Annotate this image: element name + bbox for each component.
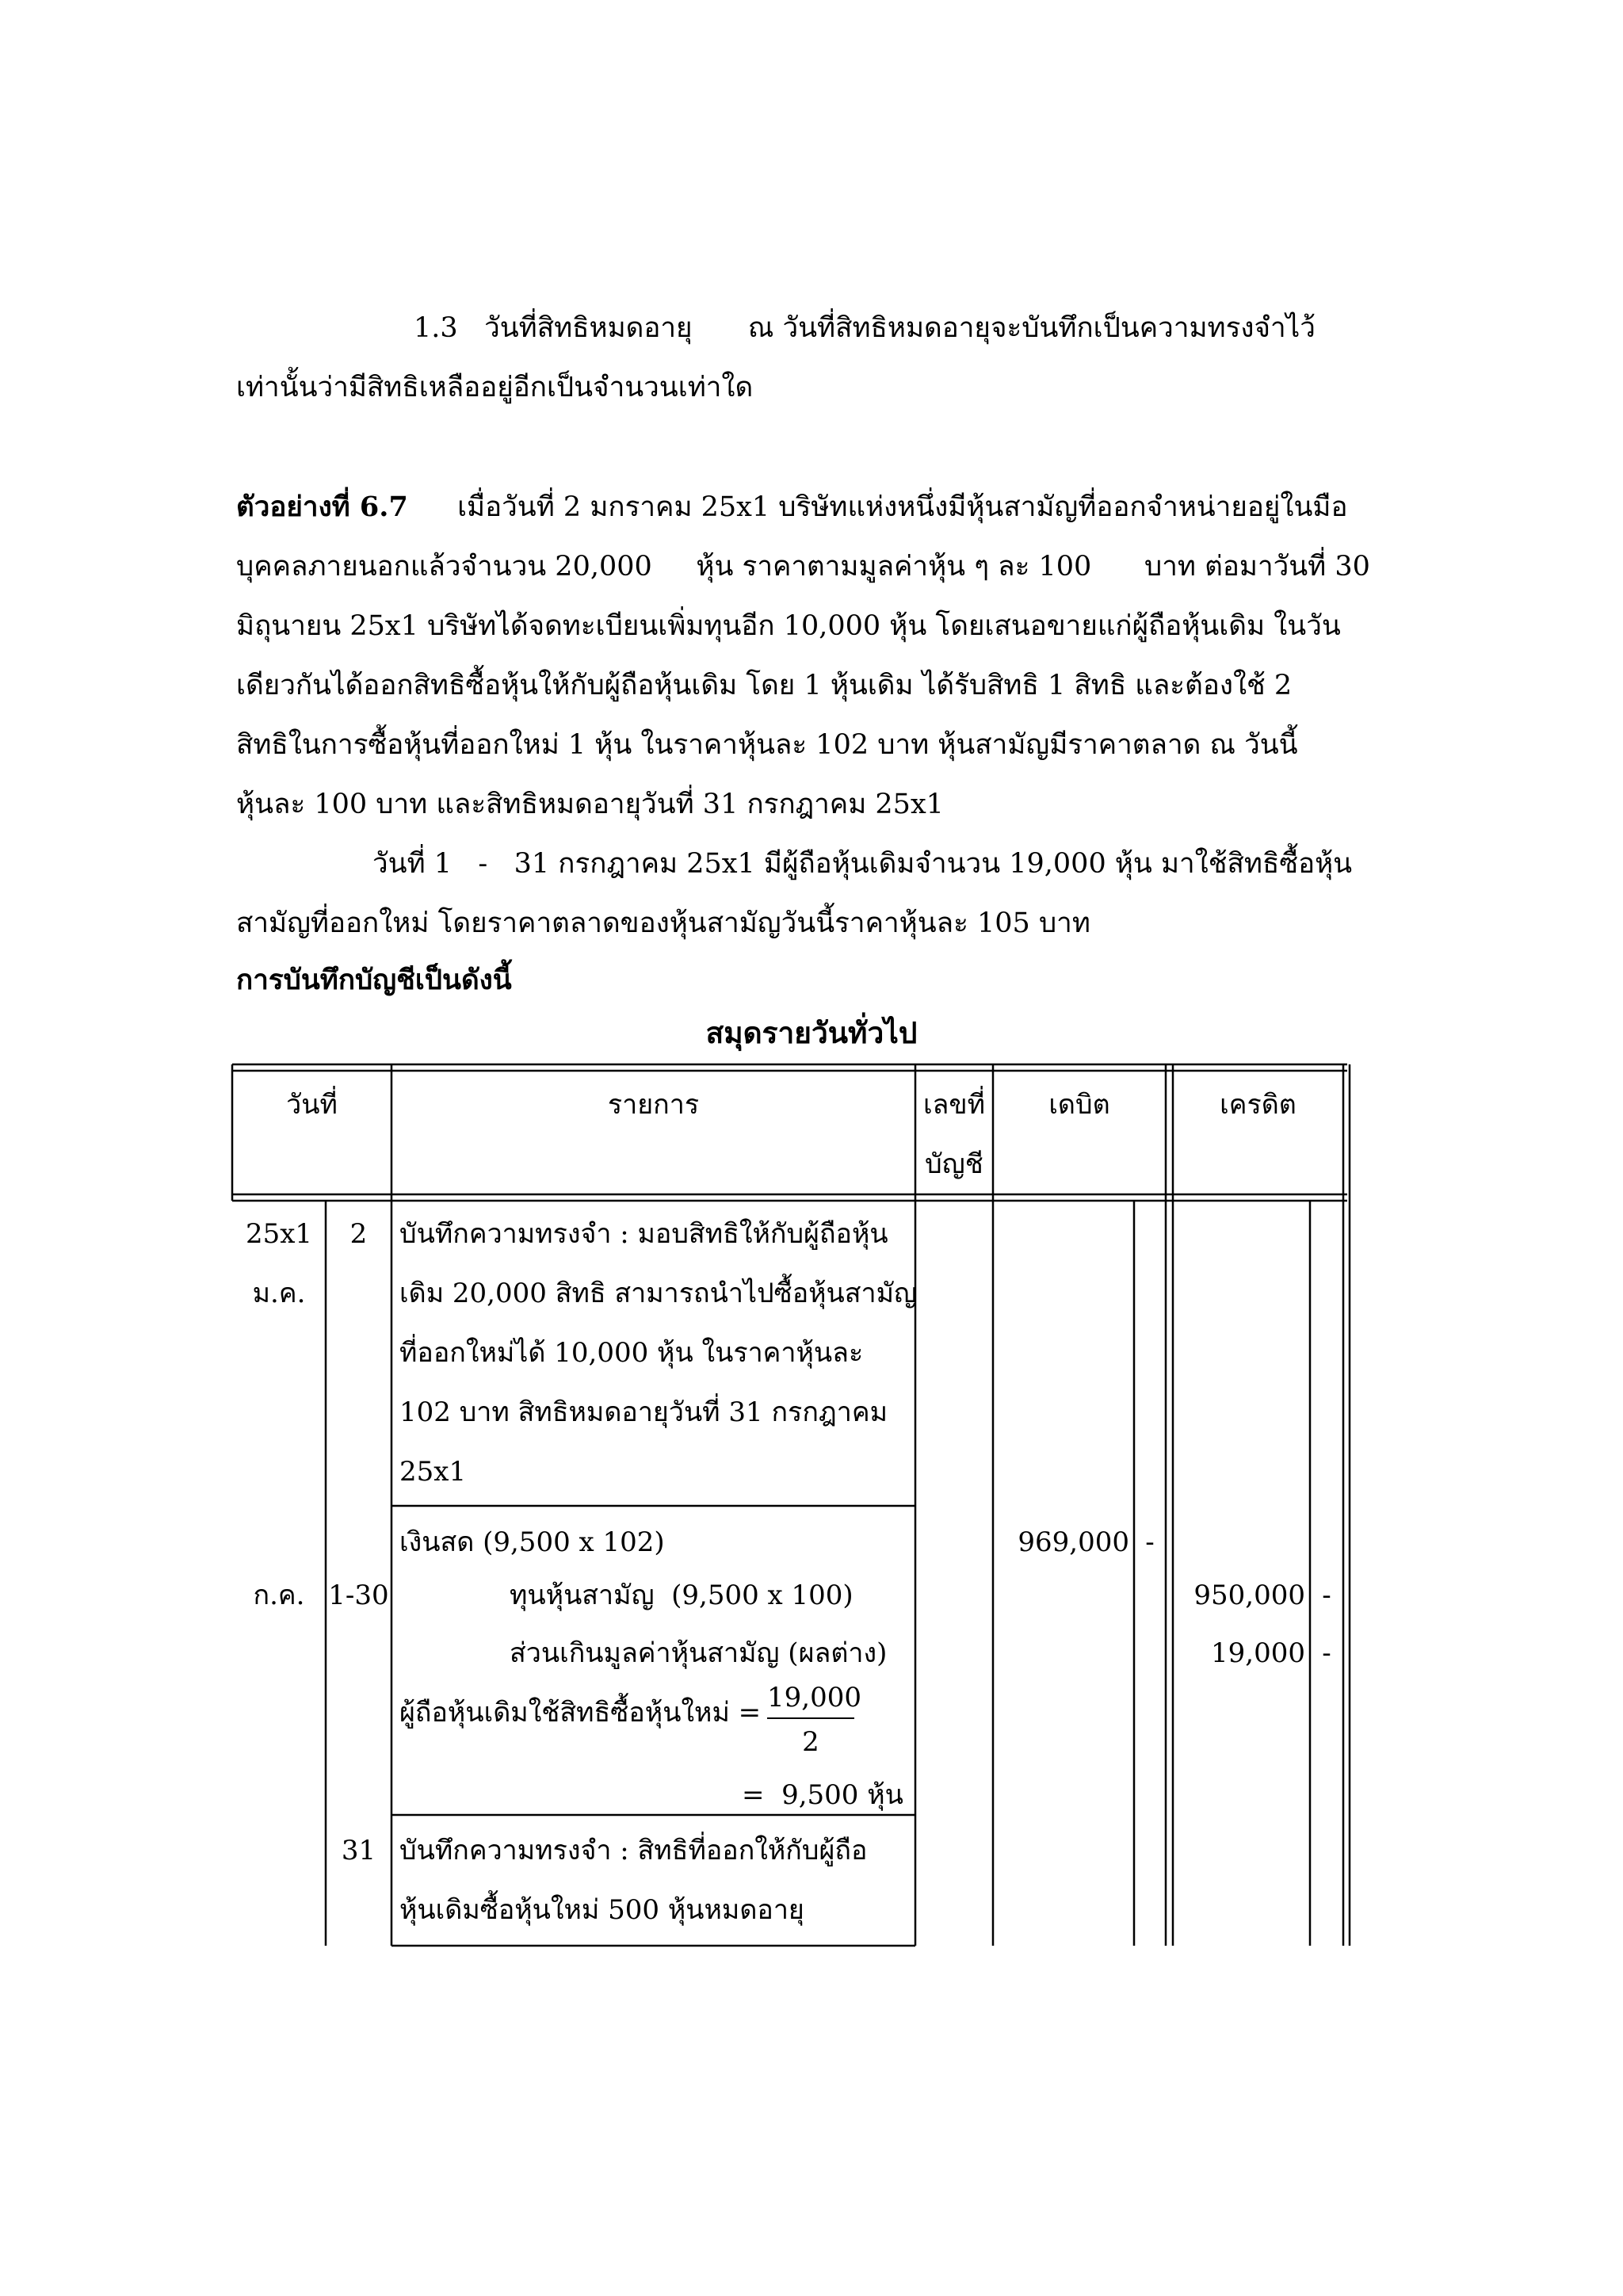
- record-heading: การบันทึกบัญชีเป็นดังนี้: [236, 964, 512, 996]
- journal-title: สมุดรายวันทั่วไป: [705, 1015, 918, 1050]
- example-label: ตัวอย่างที่ 6.7: [236, 491, 408, 523]
- entry2-credit2-amount: 19,000: [1211, 1637, 1305, 1669]
- entry1-month: ม.ค.: [252, 1278, 306, 1309]
- header-date: วันที่: [286, 1089, 338, 1121]
- entry2-debit-dash: -: [1145, 1526, 1155, 1558]
- entry2-denominator: 2: [802, 1726, 819, 1758]
- entry3-line: หุ้นเดิมซื้อหุ้นใหม่ 500 หุ้นหมดอายุ: [399, 1894, 804, 1926]
- entry2-credit1-dash: -: [1322, 1580, 1331, 1611]
- entry-year: 25x1: [245, 1218, 313, 1250]
- header-description: รายการ: [607, 1089, 700, 1121]
- section-line1-rest: ณ วันที่สิทธิหมดอายุจะบันทึกเป็นความทรงจำไว้: [747, 312, 1316, 344]
- section-number: 1.3: [414, 312, 458, 344]
- entry2-credit1-account: ทุนหุ้นสามัญ (9,500 x 100): [510, 1580, 854, 1611]
- entry1-day: 2: [349, 1218, 368, 1250]
- entry1-line: บันทึกความทรงจำ : มอบสิทธิให้กับผู้ถือหุ้น: [399, 1218, 888, 1250]
- example-para2-line: สามัญที่ออกใหม่ โดยราคาตลาดของหุ้นสามัญวันนี้ราคาหุ้นละ 105 บาท: [236, 907, 1090, 939]
- entry2-debit-account: เงินสด (9,500 x 102): [399, 1526, 665, 1558]
- entry2-calc-label: ผู้ถือหุ้นเดิมใช้สิทธิซื้อหุ้นใหม่ =: [399, 1697, 762, 1729]
- header-ref-line1: เลขที่: [922, 1089, 986, 1121]
- example-text-line: สิทธิในการซื้อหุ้นที่ออกใหม่ 1 หุ้น ในราคาหุ้นละ 102 บาท หุ้นสามัญมีราคาตลาด ณ วันนี้: [236, 729, 1298, 761]
- section-line-2: เท่านั้นว่ามีสิทธิเหลืออยู่อีกเป็นจำนวนเท่าใด: [236, 372, 754, 403]
- example-text-line: เมื่อวันที่ 2 มกราคม 25x1 บริษัทแห่งหนึ่งมีหุ้นสามัญที่ออกจำหน่ายอยู่ในมือ: [457, 491, 1348, 523]
- entry1-line: ที่ออกใหม่ได้ 10,000 หุ้น ในราคาหุ้นละ: [399, 1337, 864, 1369]
- example-para2-line: วันที่ 1 - 31 กรกฎาคม 25x1 มีผู้ถือหุ้นเดิมจำนวน 19,000 หุ้น มาใช้สิทธิซื้อหุ้น: [372, 848, 1353, 880]
- entry2-numerator: 19,000: [767, 1682, 861, 1713]
- entry3-line: บันทึกความทรงจำ : สิทธิที่ออกให้กับผู้ถือ: [399, 1835, 868, 1866]
- header-credit: เครดิต: [1220, 1089, 1296, 1121]
- example-text-line: บุคคลภายนอกแล้วจำนวน 20,000 หุ้น ราคาตามมูลค่าหุ้น ๆ ละ 100 บาท ต่อมาวันที่ 30: [236, 551, 1370, 583]
- entry2-credit2-account: ส่วนเกินมูลค่าหุ้นสามัญ (ผลต่าง): [510, 1637, 888, 1669]
- entry2-month: ก.ค.: [253, 1580, 305, 1611]
- header-ref-line2: บัญชี: [925, 1148, 983, 1180]
- entry2-credit1-amount: 950,000: [1193, 1580, 1305, 1611]
- entry1-line: เดิม 20,000 สิทธิ สามารถนำไปซื้อหุ้นสามัญ: [399, 1278, 918, 1309]
- entry2-debit-amount: 969,000: [1018, 1526, 1129, 1558]
- entry2-credit2-dash: -: [1322, 1637, 1331, 1669]
- section-heading: วันที่สิทธิหมดอายุ: [484, 312, 693, 344]
- entry3-day: 31: [341, 1835, 376, 1866]
- example-text-line: มิถุนายน 25x1 บริษัทได้จดทะเบียนเพิ่มทุนอีก 10,000 หุ้น โดยเสนอขายแก่ผู้ถือหุ้นเดิม ในวัน: [236, 610, 1341, 642]
- example-text-line: หุ้นละ 100 บาท และสิทธิหมดอายุวันที่ 31 กรกฎาคม 25x1: [236, 789, 944, 820]
- entry2-result: = 9,500 หุ้น: [742, 1779, 903, 1811]
- entry1-line: 102 บาท สิทธิหมดอายุวันที่ 31 กรกฎาคม: [399, 1396, 888, 1428]
- entry1-line: 25x1: [399, 1456, 467, 1488]
- example-text-line: เดียวกันได้ออกสิทธิซื้อหุ้นให้กับผู้ถือหุ้นเดิม โดย 1 หุ้นเดิม ได้รับสิทธิ 1 สิทธิ และต้องใช้ 2: [236, 670, 1293, 701]
- entry2-day: 1-30: [328, 1580, 389, 1611]
- header-debit: เดบิต: [1048, 1089, 1110, 1121]
